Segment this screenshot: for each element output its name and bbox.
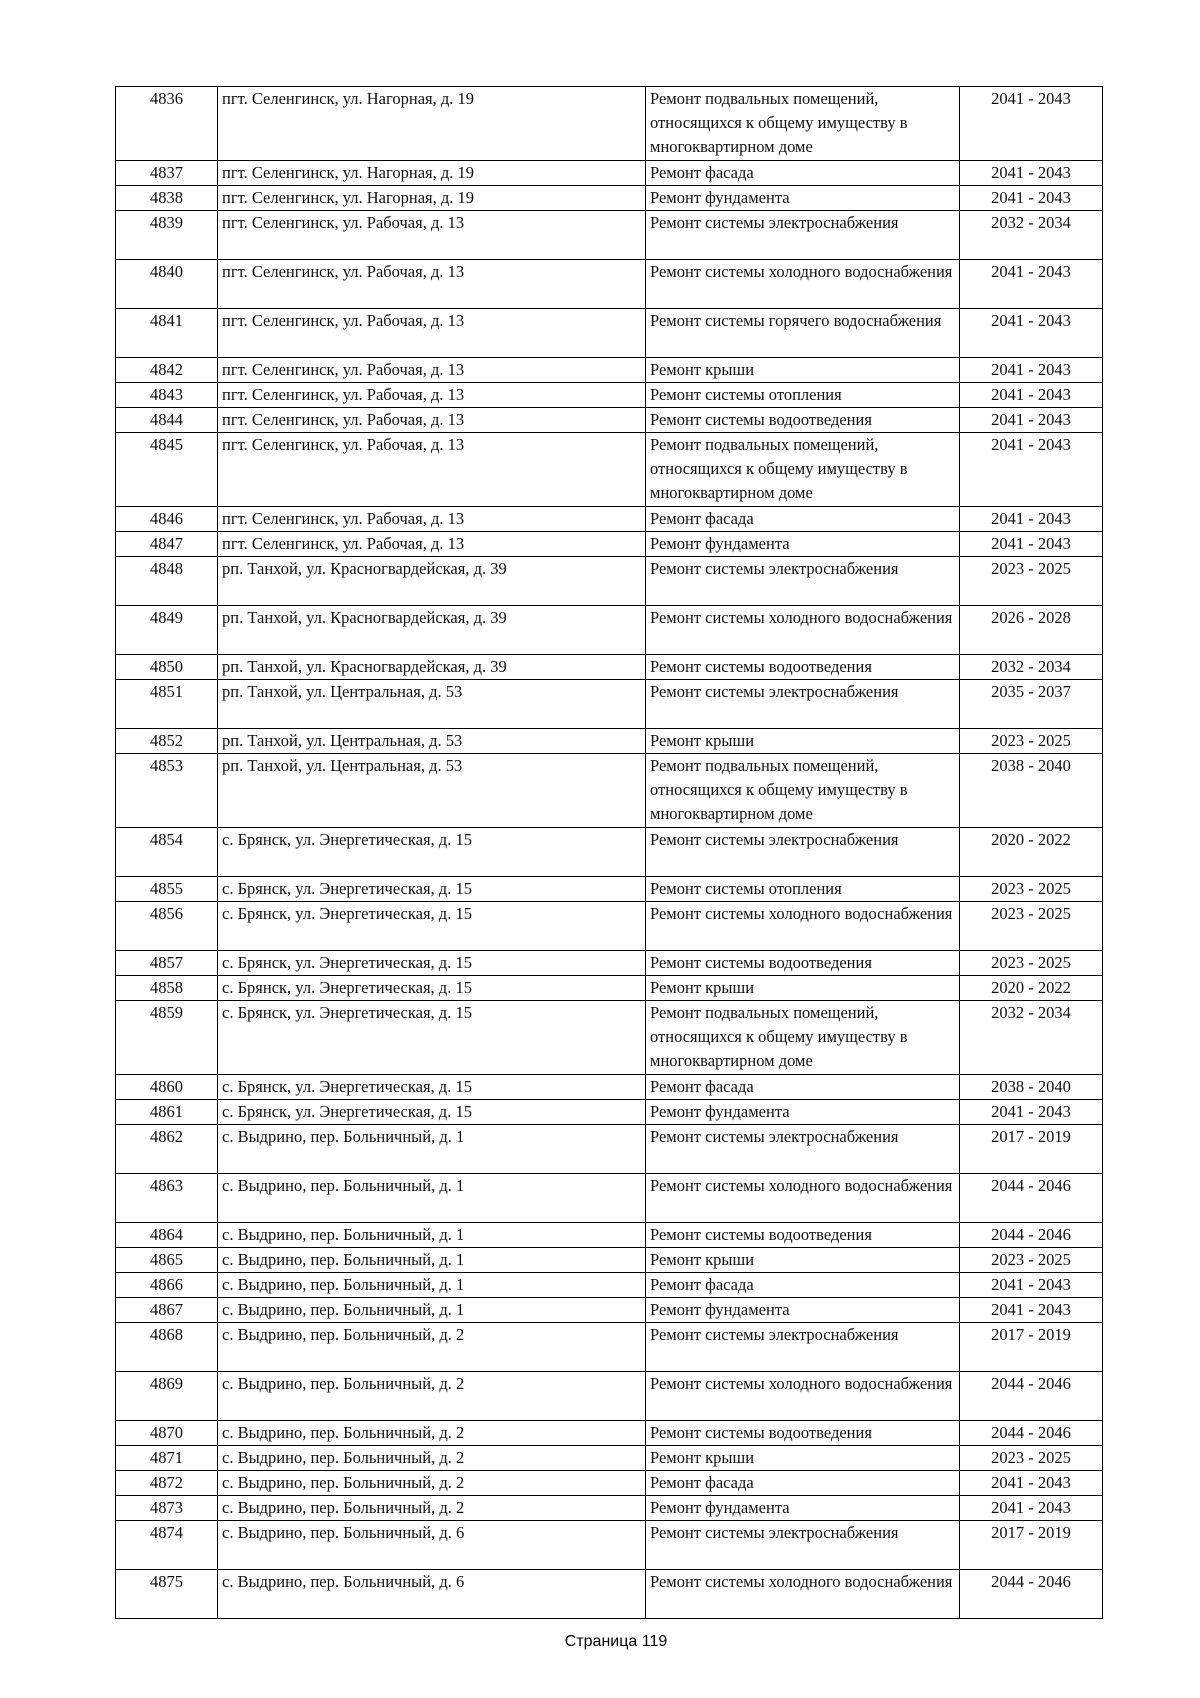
row-period: 2035 - 2037 [960,680,1103,729]
row-period: 2032 - 2034 [960,1001,1103,1075]
row-period: 2044 - 2046 [960,1570,1103,1619]
table-row [116,161,1103,186]
row-work-type: Ремонт системы холодного водоснабжения [646,606,960,655]
table-row [116,1125,1103,1174]
row-period: 2044 - 2046 [960,1421,1103,1446]
row-work-type: Ремонт системы холодного водоснабжения [646,902,960,951]
row-number: 4871 [116,1446,218,1471]
row-number: 4863 [116,1174,218,1223]
row-address: пгт. Селенгинск, ул. Рабочая, д. 13 [218,433,646,507]
row-work-type: Ремонт фундамента [646,186,960,211]
row-work-type: Ремонт фундамента [646,1100,960,1125]
row-number: 4860 [116,1075,218,1100]
table-row [116,976,1103,1001]
repair-schedule-table [115,86,1103,1619]
row-period: 2032 - 2034 [960,211,1103,260]
row-address: пгт. Селенгинск, ул. Рабочая, д. 13 [218,532,646,557]
row-number: 4854 [116,828,218,877]
row-period: 2041 - 2043 [960,1100,1103,1125]
row-number: 4868 [116,1323,218,1372]
row-number: 4859 [116,1001,218,1075]
row-work-type: Ремонт системы электроснабжения [646,211,960,260]
row-work-type: Ремонт фасада [646,161,960,186]
table-row [116,1223,1103,1248]
row-number: 4843 [116,383,218,408]
row-address: с. Брянск, ул. Энергетическая, д. 15 [218,828,646,877]
row-number: 4841 [116,309,218,358]
row-work-type: Ремонт системы водоотведения [646,408,960,433]
row-address: с. Выдрино, пер. Больничный, д. 1 [218,1273,646,1298]
row-address: с. Выдрино, пер. Больничный, д. 2 [218,1496,646,1521]
row-address: пгт. Селенгинск, ул. Нагорная, д. 19 [218,87,646,161]
row-number: 4851 [116,680,218,729]
table-row [116,655,1103,680]
row-address: пгт. Селенгинск, ул. Нагорная, д. 19 [218,186,646,211]
table-row [116,1446,1103,1471]
row-number: 4867 [116,1298,218,1323]
row-address: с. Брянск, ул. Энергетическая, д. 15 [218,877,646,902]
row-work-type: Ремонт системы холодного водоснабжения [646,1174,960,1223]
table-row [116,1323,1103,1372]
row-period: 2017 - 2019 [960,1125,1103,1174]
row-address: рп. Танхой, ул. Центральная, д. 53 [218,680,646,729]
row-period: 2038 - 2040 [960,1075,1103,1100]
table-row [116,557,1103,606]
row-work-type: Ремонт подвальных помещений, относящихся к общему имуществу в многоквартирном доме [646,433,960,507]
row-address: с. Выдрино, пер. Больничный, д. 1 [218,1125,646,1174]
row-period: 2044 - 2046 [960,1174,1103,1223]
row-work-type: Ремонт фасада [646,1471,960,1496]
row-number: 4844 [116,408,218,433]
table-row [116,606,1103,655]
row-number: 4852 [116,729,218,754]
row-address: с. Выдрино, пер. Больничный, д. 6 [218,1570,646,1619]
table-row [116,951,1103,976]
row-work-type: Ремонт крыши [646,358,960,383]
page-number: Страница 119 [564,1633,668,1650]
row-work-type: Ремонт системы электроснабжения [646,557,960,606]
row-number: 4850 [116,655,218,680]
row-number: 4873 [116,1496,218,1521]
row-address: с. Брянск, ул. Энергетическая, д. 15 [218,1100,646,1125]
table-row [116,902,1103,951]
row-number: 4853 [116,754,218,828]
row-period: 2041 - 2043 [960,186,1103,211]
row-address: пгт. Селенгинск, ул. Рабочая, д. 13 [218,383,646,408]
row-period: 2023 - 2025 [960,951,1103,976]
row-address: с. Выдрино, пер. Больничный, д. 1 [218,1174,646,1223]
row-number: 4836 [116,87,218,161]
row-period: 2017 - 2019 [960,1521,1103,1570]
row-address: рп. Танхой, ул. Центральная, д. 53 [218,754,646,828]
table-row [116,877,1103,902]
row-work-type: Ремонт подвальных помещений, относящихся к общему имуществу в многоквартирном доме [646,87,960,161]
row-work-type: Ремонт крыши [646,729,960,754]
table-row [116,729,1103,754]
row-period: 2032 - 2034 [960,655,1103,680]
row-period: 2041 - 2043 [960,358,1103,383]
row-work-type: Ремонт фундамента [646,532,960,557]
row-address: пгт. Селенгинск, ул. Рабочая, д. 13 [218,260,646,309]
row-number: 4849 [116,606,218,655]
row-number: 4861 [116,1100,218,1125]
table-row [116,1248,1103,1273]
row-period: 2041 - 2043 [960,1471,1103,1496]
row-period: 2023 - 2025 [960,877,1103,902]
row-address: с. Выдрино, пер. Больничный, д. 6 [218,1521,646,1570]
row-number: 4837 [116,161,218,186]
table-body [116,87,1103,1619]
row-number: 4856 [116,902,218,951]
row-number: 4846 [116,507,218,532]
row-address: рп. Танхой, ул. Центральная, д. 53 [218,729,646,754]
row-address: с. Выдрино, пер. Больничный, д. 2 [218,1421,646,1446]
row-number: 4875 [116,1570,218,1619]
row-number: 4838 [116,186,218,211]
row-period: 2023 - 2025 [960,902,1103,951]
row-address: с. Выдрино, пер. Больничный, д. 1 [218,1298,646,1323]
table-row [116,87,1103,161]
row-number: 4874 [116,1521,218,1570]
row-work-type: Ремонт подвальных помещений, относящихся к общему имуществу в многоквартирном доме [646,1001,960,1075]
row-period: 2023 - 2025 [960,1248,1103,1273]
row-work-type: Ремонт системы электроснабжения [646,680,960,729]
row-address: пгт. Селенгинск, ул. Рабочая, д. 13 [218,309,646,358]
table-row [116,680,1103,729]
row-work-type: Ремонт системы водоотведения [646,951,960,976]
row-number: 4848 [116,557,218,606]
row-number: 4869 [116,1372,218,1421]
table-row [116,309,1103,358]
row-work-type: Ремонт системы холодного водоснабжения [646,260,960,309]
row-period: 2017 - 2019 [960,1323,1103,1372]
row-address: пгт. Селенгинск, ул. Рабочая, д. 13 [218,408,646,433]
row-work-type: Ремонт фасада [646,507,960,532]
row-period: 2023 - 2025 [960,729,1103,754]
row-address: пгт. Селенгинск, ул. Нагорная, д. 19 [218,161,646,186]
row-number: 4847 [116,532,218,557]
table-row [116,383,1103,408]
table-row [116,408,1103,433]
table-row [116,507,1103,532]
row-period: 2041 - 2043 [960,507,1103,532]
row-address: рп. Танхой, ул. Красногвардейская, д. 39 [218,557,646,606]
row-number: 4865 [116,1248,218,1273]
row-address: с. Выдрино, пер. Больничный, д. 2 [218,1446,646,1471]
row-number: 4870 [116,1421,218,1446]
row-work-type: Ремонт системы электроснабжения [646,1125,960,1174]
row-period: 2023 - 2025 [960,557,1103,606]
row-period: 2023 - 2025 [960,1446,1103,1471]
row-period: 2041 - 2043 [960,309,1103,358]
row-address: с. Выдрино, пер. Больничный, д. 1 [218,1248,646,1273]
row-address: с. Брянск, ул. Энергетическая, д. 15 [218,902,646,951]
row-period: 2041 - 2043 [960,1273,1103,1298]
row-work-type: Ремонт системы водоотведения [646,655,960,680]
row-address: с. Выдрино, пер. Больничный, д. 2 [218,1471,646,1496]
row-address: с. Брянск, ул. Энергетическая, д. 15 [218,951,646,976]
row-number: 4840 [116,260,218,309]
row-period: 2038 - 2040 [960,754,1103,828]
row-work-type: Ремонт системы водоотведения [646,1421,960,1446]
row-period: 2041 - 2043 [960,433,1103,507]
table-row [116,358,1103,383]
row-period: 2041 - 2043 [960,161,1103,186]
table-row [116,1100,1103,1125]
row-work-type: Ремонт системы холодного водоснабжения [646,1372,960,1421]
row-number: 4845 [116,433,218,507]
table-row [116,186,1103,211]
row-number: 4872 [116,1471,218,1496]
row-number: 4855 [116,877,218,902]
row-address: с. Выдрино, пер. Больничный, д. 1 [218,1223,646,1248]
row-work-type: Ремонт системы электроснабжения [646,1323,960,1372]
table-row [116,1421,1103,1446]
table-row [116,754,1103,828]
row-period: 2041 - 2043 [960,1496,1103,1521]
row-period: 2026 - 2028 [960,606,1103,655]
table-row [116,1570,1103,1619]
row-address: рп. Танхой, ул. Красногвардейская, д. 39 [218,655,646,680]
row-work-type: Ремонт системы электроснабжения [646,828,960,877]
table-row [116,260,1103,309]
row-number: 4858 [116,976,218,1001]
row-period: 2020 - 2022 [960,976,1103,1001]
row-period: 2041 - 2043 [960,532,1103,557]
row-address: с. Брянск, ул. Энергетическая, д. 15 [218,1075,646,1100]
row-period: 2041 - 2043 [960,408,1103,433]
row-number: 4842 [116,358,218,383]
row-address: с. Выдрино, пер. Больничный, д. 2 [218,1323,646,1372]
row-address: с. Выдрино, пер. Больничный, д. 2 [218,1372,646,1421]
table-row [116,1496,1103,1521]
row-work-type: Ремонт подвальных помещений, относящихся к общему имуществу в многоквартирном доме [646,754,960,828]
table-row [116,1174,1103,1223]
row-work-type: Ремонт системы водоотведения [646,1223,960,1248]
row-period: 2041 - 2043 [960,260,1103,309]
row-address: пгт. Селенгинск, ул. Рабочая, д. 13 [218,358,646,383]
row-period: 2044 - 2046 [960,1223,1103,1248]
row-work-type: Ремонт фасада [646,1273,960,1298]
row-number: 4839 [116,211,218,260]
row-work-type: Ремонт системы отопления [646,383,960,408]
row-work-type: Ремонт фасада [646,1075,960,1100]
row-period: 2041 - 2043 [960,383,1103,408]
row-address: с. Брянск, ул. Энергетическая, д. 15 [218,976,646,1001]
row-work-type: Ремонт системы отопления [646,877,960,902]
row-number: 4857 [116,951,218,976]
row-address: с. Брянск, ул. Энергетическая, д. 15 [218,1001,646,1075]
row-number: 4866 [116,1273,218,1298]
row-period: 2020 - 2022 [960,828,1103,877]
table-row [116,211,1103,260]
row-address: пгт. Селенгинск, ул. Рабочая, д. 13 [218,211,646,260]
table-row [116,433,1103,507]
row-work-type: Ремонт системы электроснабжения [646,1521,960,1570]
row-number: 4862 [116,1125,218,1174]
row-work-type: Ремонт фундамента [646,1496,960,1521]
row-period: 2044 - 2046 [960,1372,1103,1421]
table-row [116,1372,1103,1421]
table-row [116,1273,1103,1298]
table-row [116,1075,1103,1100]
table-row [116,828,1103,877]
row-period: 2041 - 2043 [960,87,1103,161]
row-work-type: Ремонт крыши [646,976,960,1001]
row-work-type: Ремонт крыши [646,1248,960,1273]
row-work-type: Ремонт системы холодного водоснабжения [646,1570,960,1619]
row-work-type: Ремонт фундамента [646,1298,960,1323]
row-period: 2041 - 2043 [960,1298,1103,1323]
table-row [116,1001,1103,1075]
row-number: 4864 [116,1223,218,1248]
table-row [116,532,1103,557]
table-row [116,1521,1103,1570]
row-work-type: Ремонт крыши [646,1446,960,1471]
row-address: пгт. Селенгинск, ул. Рабочая, д. 13 [218,507,646,532]
row-address: рп. Танхой, ул. Красногвардейская, д. 39 [218,606,646,655]
row-work-type: Ремонт системы горячего водоснабжения [646,309,960,358]
table-row [116,1471,1103,1496]
table-row [116,1298,1103,1323]
